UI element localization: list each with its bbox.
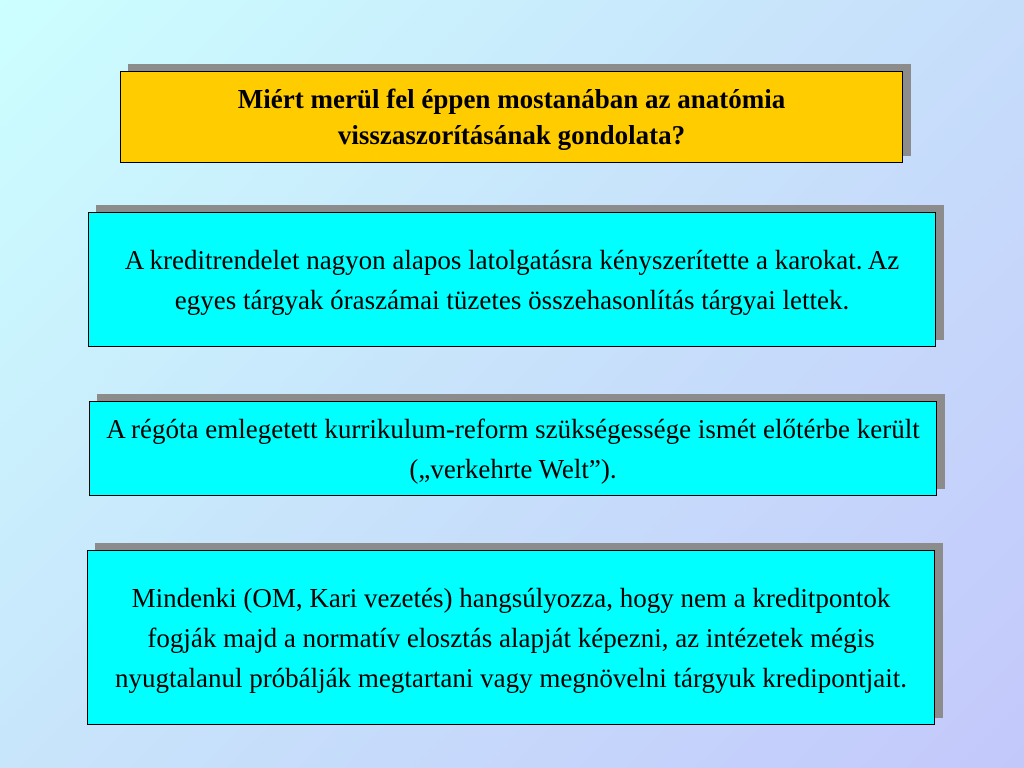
- point-box-3: [87, 550, 935, 725]
- point-box-2: [89, 401, 937, 496]
- point-text-2: A régóta emlegetett kurrikulum-reform szükségessége ismét előtérbe került („verkehrte Welt”).: [106, 413, 920, 484]
- point-text-1: A kreditrendelet nagyon alapos latolgatásra kényszerítette a karokat. Az egyes tárgyak óraszámai tüzetes összehasonlítás tárgyai lettek.: [124, 244, 900, 315]
- slide-title-box: [120, 71, 903, 163]
- point-text-3: Mindenki (OM, Kari vezetés) hangsúlyozza, hogy nem a kreditpontok fogják majd a normatív elosztás alapját képezni, az intézetek mégis nyugtalanul próbálják megtartani vagy megnövelni tárgyuk kredipontjait.: [114, 582, 908, 693]
- slide-title: Miért merül fel éppen mostanában az anatómia visszaszorításának gondolata?: [237, 84, 786, 150]
- point-box-1: [88, 212, 936, 347]
